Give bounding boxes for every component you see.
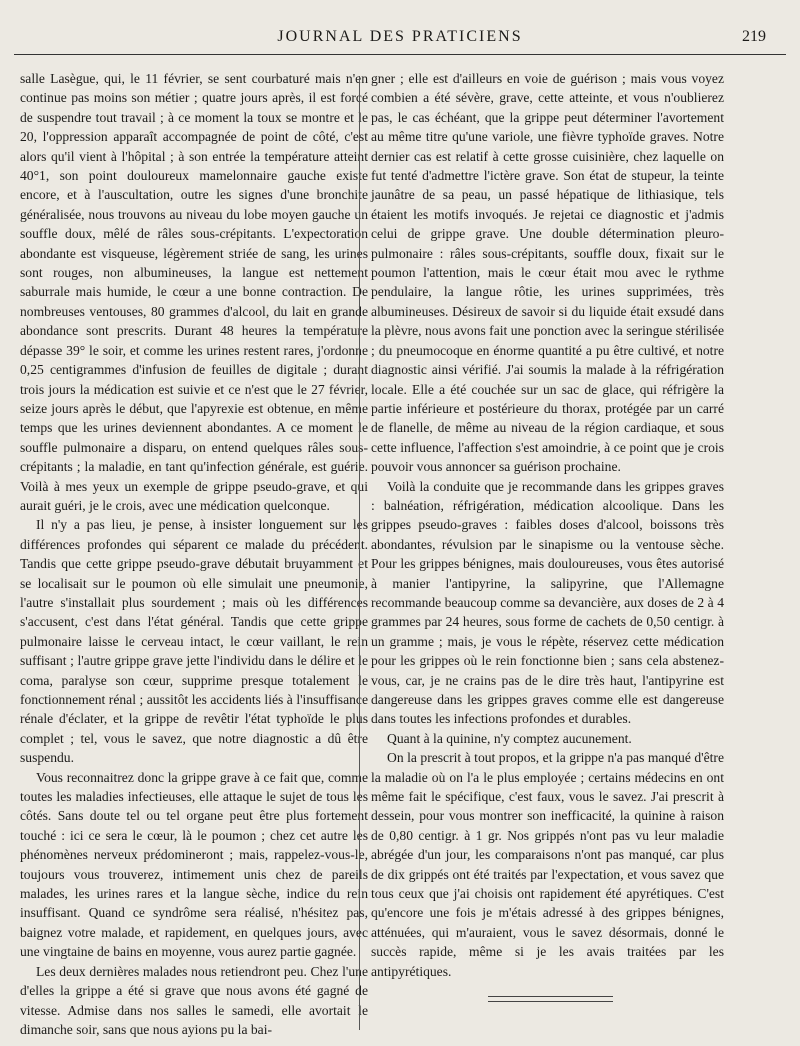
page-number: 219: [742, 28, 766, 45]
journal-title: JOURNAL DES PRATICIENS: [277, 28, 523, 45]
paragraph: Voilà la conduite que je recommande dans les grippes graves : balnéation, réfrigération, médication alcoolique. Dans les grippes pseudo-graves : faibles doses d'alcool, boissons très abondantes, révulsion par le sinapisme ou la ventouse sèche. Pour les grippes bénignes, mais douloureuses, vous êtes autorisé à manier l'antipyrine, la salipyrine, que l'Allemagne recommande beaucoup comme sa devancière, aux doses de 2 à 4 grammes par 24 heures, sous forme de cachets de 0,50 centigr. à un gramme ; mais, je vous le répète, réservez cette médication pour les grippes où le rein fonctionne bien ; sans cela abstenez-vous, car, je ne crains pas de le dire très haut, l'antipyrine est dangereuse dans les grippes graves comme elle est dangereuse dans toutes les infections profondes et durables.: [371, 478, 724, 727]
paragraph: Les deux dernières malades nous retiendront peu. Chez l'une d'elles la grippe a été si grave que nous avons été gagné de vitesse. Admise dans nos salles le samedi, elle avortait le dimanche soir, sans que nous ayions pu la bai-: [20, 963, 368, 1037]
paragraph: Quant à la quinine, n'y comptez aucunement.: [387, 730, 632, 746]
paragraph: On la prescrit à tout propos, et la grippe n'a pas manqué d'être la maladie où on l'a le plus employée ; certains médecins en ont même fait le spécifique, c'est faux, vous le savez. J'ai prescrit à dessein, pour vous montrer son inefficacité, la quinine à raison de 0,80 centigr. à 1 gr. Nos grippés n'ont pas vu leur maladie abrégée d'un jour, les comparaisons n'ont pas manqué, car plus de dix grippés ont été traités par l'expectation, et vous savez que tous ceux que j'ai choisis ont rapidement été apyrétiques. C'est qu'encore une fois je m'étais adressé à des grippes bénignes, atténuées, qui m'auraient, vous le savez désormais, donné le succès rapide, même si je les avais traitées par les antipyrétiques.: [371, 750, 724, 979]
end-rule-bottom: [488, 1001, 613, 1002]
left-column: [20, 69, 368, 1039]
header-rule: [14, 54, 786, 55]
paragraph: salle Lasègue, qui, le 11 février, se sent courbaturé mais n'en continue pas moins son métier ; quatre jours après, il est forcé de suspendre tout travail ; à ce moment la toux se montre et le 20, l'oppression apparaît accompagnée de point de côté, c'est alors qu'il vient à l'hôpital ; à son entrée la température atteint 40°1, son point douloureux mamelonnaire gauche existe encore, et à l'auscultation, outre les signes d'une bronchite généralisée, nous trouvons au niveau du lobe moyen gauche un souffle doux, mêlé de râles sous-crépitants. L'expectoration abondante est visqueuse, légèrement striée de sang, les urines sont rouges, non albumineuses, la langue est nettement saburrale mais humide, le cœur a une bonne contraction. De nombreuses ventouses, 80 grammes d'alcool, du lait en grande abondance sont prescrits. Durant 48 heures la température dépasse 39° le soir, et comme les urines restent rares, j'ordonne 0,25 centigrammes d'infusion de feuilles de digitale ; durant trois jours la médication est suivie et ce n'est que le 27 février, seize jours après le début, que l'apyrexie est obtenue, en même temps que les urines deviennent abondantes. A ce moment le souffle pulmonaire a disparu, on entend quelques râles sous-crépitants ; la maladie, en tant qu'infection générale, est guérie. Voilà à mes yeux un exemple de grippe pseudo-grave, et qui aurait guéri, je le crois, avec une médication quelconque.: [20, 71, 368, 513]
column-divider: [359, 76, 360, 1030]
paragraph: Vous reconnaitrez donc la grippe grave à ce fait que, comme toutes les maladies infectieuses, elle attaque le sujet de tous les côtés. Sans doute tel ou tel organe peut être plus fortement touché : ici ce sera le cœur, là le poumon ; chez cet autre les phénomènes nerveux prédomineront ; mais, rappelez-vous-le, toujours vous trouverez, intimement unis chez de pareils malades, les urines rares et la langue sèche, indice du rein insuffisant. Quand ce syndrôme sera réalisé, n'hésitez pas, baignez votre malade, et rapidement, en quelques jours, avec une vingtaine de bains en moyenne, vous aurez partie gagnée.: [20, 769, 368, 960]
right-column: [371, 69, 724, 981]
end-rule-top: [488, 996, 613, 997]
paragraph: gner ; elle est d'ailleurs en voie de guérison ; mais vous voyez combien a été sévère, grave, cette atteinte, et vous n'oublierez pas, le cas échéant, que la grippe peut déterminer l'avortement au même titre qu'une variole, une fièvre typhoïde graves. Notre dernier cas est relatif à cette grosse cuisinière, chez laquelle on fut tenté d'admettre l'ictère grave. Son état de stupeur, la teinte jaunâtre de sa peau, un passé hépatique de lithiasique, tels étaient les motifs invoqués. Je rejetai ce diagnostic et j'admis celui de grippe grave. Une double détermination pleuro-pulmonaire : râles sous-crépitants, souffle doux, fixait sur le poumon l'attention, mais le cœur était mou avec le rythme pendulaire, la langue rôtie, les urines supprimées, très albumineuses. Désireux de savoir si du liquide était exsudé dans la plèvre, nous avons fait une ponction avec la seringue stérilisée ; du pneumocoque en énorme quantité a pu être cultivé, et notre diagnostic ainsi vérifié. J'ai soumis la malade à la réfrigération locale. Elle a été couchée sur un sac de glace, qui réfrigère la partie inférieure et postérieure du thorax, protégée par un carré de flanelle, de même au niveau de la région cardiaque, et sous cette influence, l'affection s'est amoindrie, à ce point que je crois pouvoir vous annoncer sa guérison prochaine.: [371, 71, 724, 475]
paragraph: Il n'y a pas lieu, je pense, à insister longuement sur les différences profondes qui séparent ce malade du précédent. Tandis que cette grippe pseudo-grave débutait bruyamment et se localisait sur le poumon où elle simulait une pneumonie, l'autre s'installait plus sourdement ; mais où les différences s'accusent, c'est dans l'état général. Tandis que cette grippe pulmonaire laisse le cerveau intact, le cœur vaillant, le rein suffisant ; l'autre grippe grave jette l'individu dans le délire et le coma, paralyse son cœur, supprime presque totalement le fonctionnement rénal ; aussitôt les accidents liés à l'insuffisance rénale d'éclater, et la grippe de revêtir l'état typhoïde le plus complet ; tel, vous le savez, que notre diagnostic a dû être suspendu.: [20, 517, 368, 766]
running-header: [14, 28, 786, 50]
